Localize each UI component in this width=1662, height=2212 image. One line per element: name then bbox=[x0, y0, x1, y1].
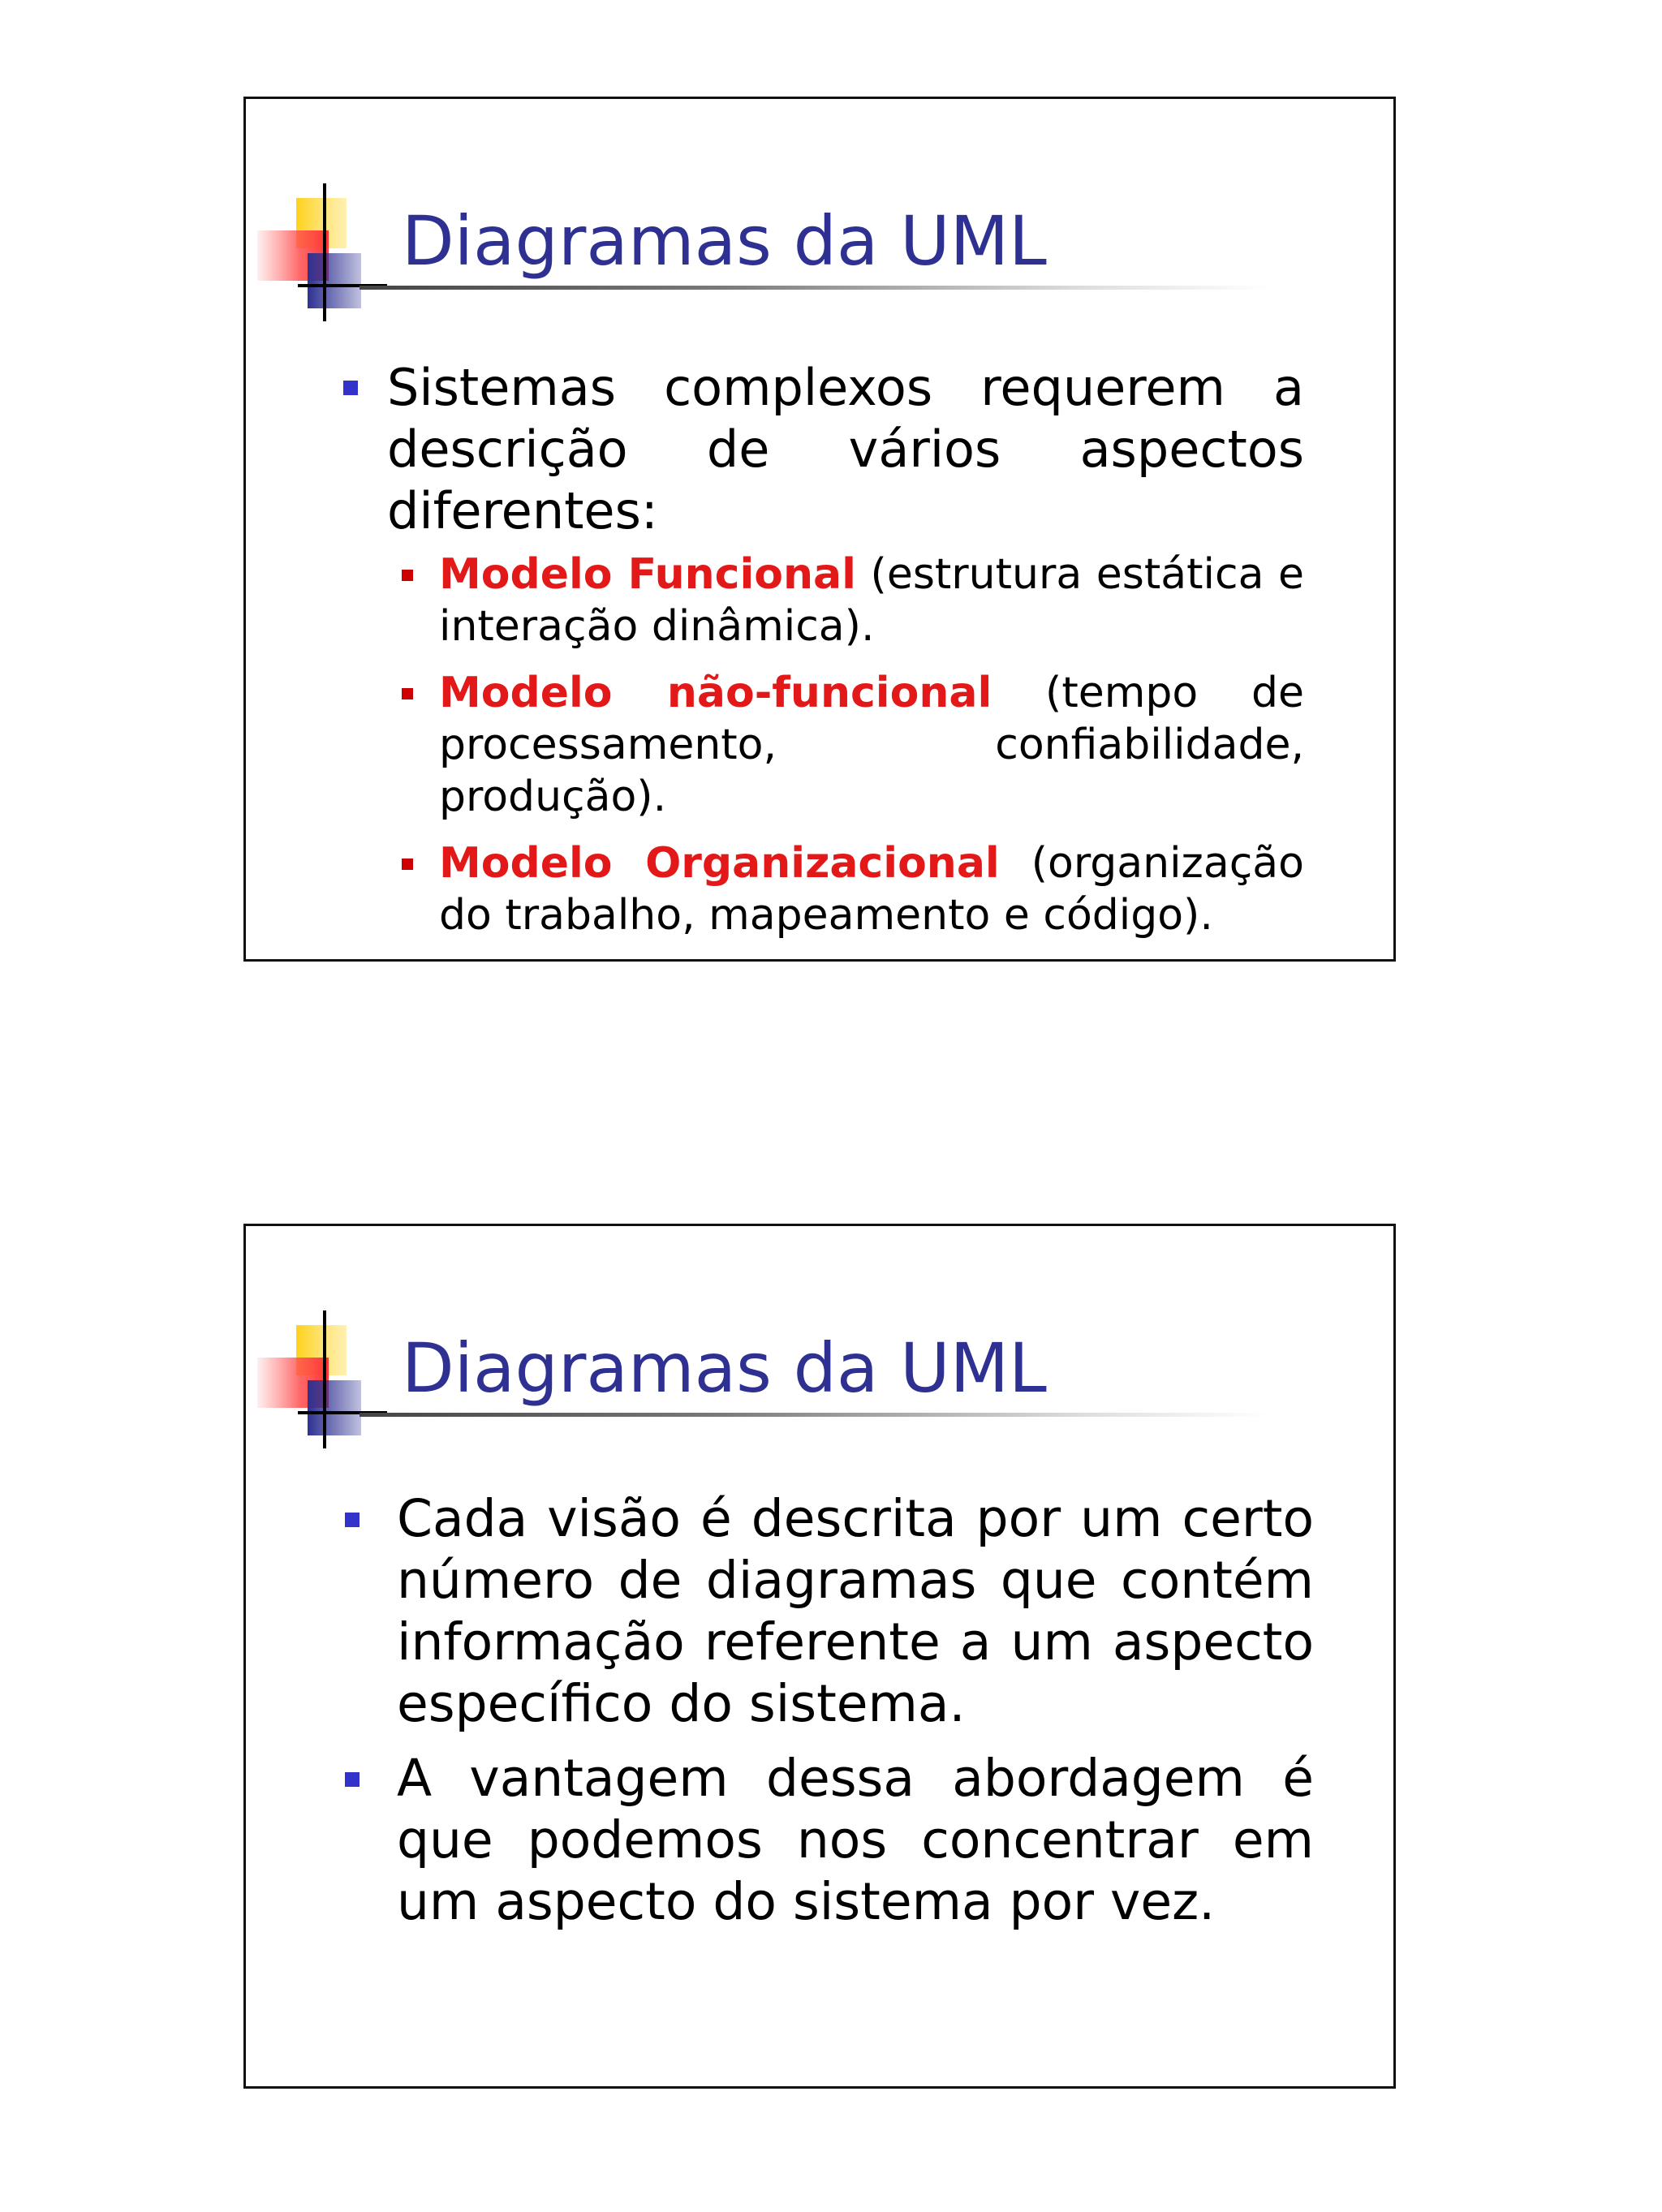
list-item bbox=[343, 1488, 1314, 1735]
list-item bbox=[343, 1748, 1314, 1933]
bullet-list bbox=[343, 1488, 1314, 1946]
square-bullet-icon bbox=[402, 859, 413, 870]
square-bullet-icon bbox=[345, 1772, 360, 1787]
sub-bullet-text: (tempo de processamento, confiabilidade, produção). bbox=[439, 669, 1304, 821]
emphasis-text: Modelo não-funcional bbox=[439, 669, 992, 717]
slide-logo-icon bbox=[257, 1310, 387, 1448]
square-bullet-icon bbox=[402, 570, 413, 581]
sub-bullet-text: (organização do trabalho, mapeamento e código). bbox=[439, 839, 1304, 940]
slide-1 bbox=[243, 97, 1396, 962]
sub-bullet-text: (estrutura estática e interação dinâmica). bbox=[439, 550, 1304, 651]
title-divider bbox=[360, 286, 1268, 290]
bullet-text: Sistemas complexos requerem a descrição de vários aspectos diferentes: bbox=[387, 358, 1304, 540]
list-item bbox=[340, 357, 1304, 941]
slide-logo-icon bbox=[257, 183, 387, 321]
sub-bullet-list bbox=[387, 549, 1304, 941]
sub-list-item bbox=[392, 837, 1304, 941]
slide-2 bbox=[243, 1224, 1396, 2089]
square-bullet-icon bbox=[343, 381, 358, 395]
square-bullet-icon bbox=[345, 1513, 360, 1527]
slide-title: Diagramas da UML bbox=[402, 201, 1047, 281]
sub-list-item bbox=[392, 667, 1304, 823]
title-divider bbox=[360, 1413, 1268, 1417]
bullet-list bbox=[340, 357, 1304, 956]
bullet-text: Cada visão é descrita por um certo número de diagramas que contém informação referente a um aspecto específico do sistema. bbox=[397, 1489, 1314, 1733]
emphasis-text: Modelo Organizacional bbox=[439, 839, 1000, 888]
square-bullet-icon bbox=[402, 688, 413, 699]
bullet-text: A vantagem dessa abordagem é que podemos nos concentrar em um aspecto do sistema por vez. bbox=[397, 1749, 1314, 1931]
slide-title: Diagramas da UML bbox=[402, 1328, 1047, 1408]
sub-list-item bbox=[392, 549, 1304, 652]
emphasis-text: Modelo Funcional bbox=[439, 550, 856, 599]
